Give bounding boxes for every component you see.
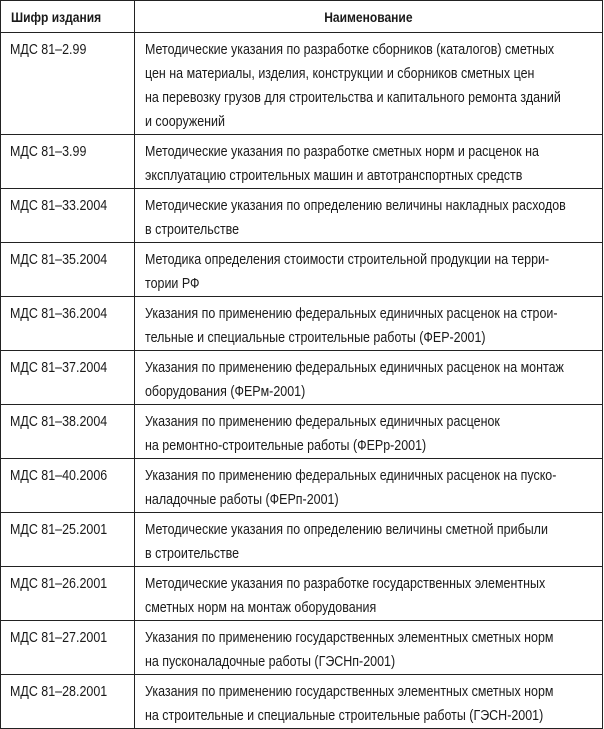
code-cell [1,513,135,567]
name-text-line: и сооружений [145,114,225,130]
name-text-line: тории РФ [145,276,200,292]
name-cell [135,513,603,567]
name-text-line: Методические указания по разработке государственных элементных [145,576,546,592]
name-text-line: Указания по применению федеральных единичных расценок на пуско- [145,468,557,484]
table-row [1,351,603,405]
code-text: МДС 81–25.2001 [10,522,108,538]
name-text-line: Указания по применению федеральных единичных расценок на строи- [145,306,558,322]
name-text-line: Указания по применению федеральных единичных расценок на монтаж [145,360,564,376]
table-row [1,189,603,243]
name-text-line: Методические указания по разработке сметных норм и расценок на [145,144,539,160]
code-text: МДС 81–35.2004 [10,252,108,268]
name-text-line: на пусконаладочные работы (ГЭСНп-2001) [145,654,396,670]
name-cell [135,297,603,351]
code-cell [1,243,135,297]
name-text-line: Указания по применению государственных элементных сметных норм [145,630,554,646]
header-name-label: Наименование [324,8,413,25]
name-text-line: на строительные и специальные строительные работы (ГЭСН-2001) [145,708,544,724]
name-text-line: в строительстве [145,546,240,562]
table-row [1,135,603,189]
code-text: МДС 81–40.2006 [10,468,108,484]
name-text-line: Указания по применению государственных элементных сметных норм [145,684,554,700]
code-cell [1,621,135,675]
code-text: МДС 81–27.2001 [10,630,108,646]
code-text: МДС 81–33.2004 [10,198,108,214]
name-text-line: тельные и специальные строительные работы (ФЕР-2001) [145,330,486,346]
table-row [1,513,603,567]
name-cell [135,33,603,135]
code-text: МДС 81–28.2001 [10,684,108,700]
code-text: МДС 81–38.2004 [10,414,108,430]
name-text-line: Методические указания по определению величины сметной прибыли [145,522,548,538]
name-cell [135,351,603,405]
table-row [1,297,603,351]
name-cell [135,243,603,297]
table-row [1,243,603,297]
header-row [1,1,603,33]
code-cell [1,567,135,621]
name-text-line: Методические указания по разработке сборников (каталогов) сметных [145,42,555,58]
name-text-line: на ремонтно-строительные работы (ФЕРр-2001) [145,438,427,454]
header-code-label: Шифр издания [11,8,102,25]
table-row [1,459,603,513]
name-text-line: наладочные работы (ФЕРп-2001) [145,492,339,508]
table-row [1,33,603,135]
code-cell [1,351,135,405]
name-text-line: сметных норм на монтаж оборудования [145,600,377,616]
table-row [1,621,603,675]
code-text: МДС 81–26.2001 [10,576,108,592]
code-cell [1,33,135,135]
name-text-line: цен на материалы, изделия, конструкции и сборников сметных цен [145,66,535,82]
header-code [1,1,135,33]
code-cell [1,405,135,459]
name-cell [135,405,603,459]
code-cell [1,189,135,243]
table-row [1,567,603,621]
code-cell [1,135,135,189]
name-text-line: эксплуатацию строительных машин и автотранспортных средств [145,168,523,184]
code-text: МДС 81–36.2004 [10,306,108,322]
code-cell [1,297,135,351]
name-cell [135,189,603,243]
name-text-line: Методика определения стоимости строительной продукции на терри- [145,252,550,268]
name-text-line: в строительстве [145,222,240,238]
name-cell [135,621,603,675]
code-text: МДС 81–3.99 [10,144,87,160]
table-row [1,405,603,459]
header-name [135,1,603,33]
code-text: МДС 81–37.2004 [10,360,108,376]
code-cell [1,459,135,513]
name-text-line: оборудования (ФЕРм-2001) [145,384,306,400]
name-cell [135,459,603,513]
code-text: МДС 81–2.99 [10,42,87,58]
name-text-line: на перевозку грузов для строительства и капитального ремонта зданий [145,90,561,106]
name-cell [135,567,603,621]
name-text-line: Методические указания по определению величины накладных расходов [145,198,566,214]
name-cell [135,135,603,189]
name-text-line: Указания по применению федеральных единичных расценок [145,414,500,430]
